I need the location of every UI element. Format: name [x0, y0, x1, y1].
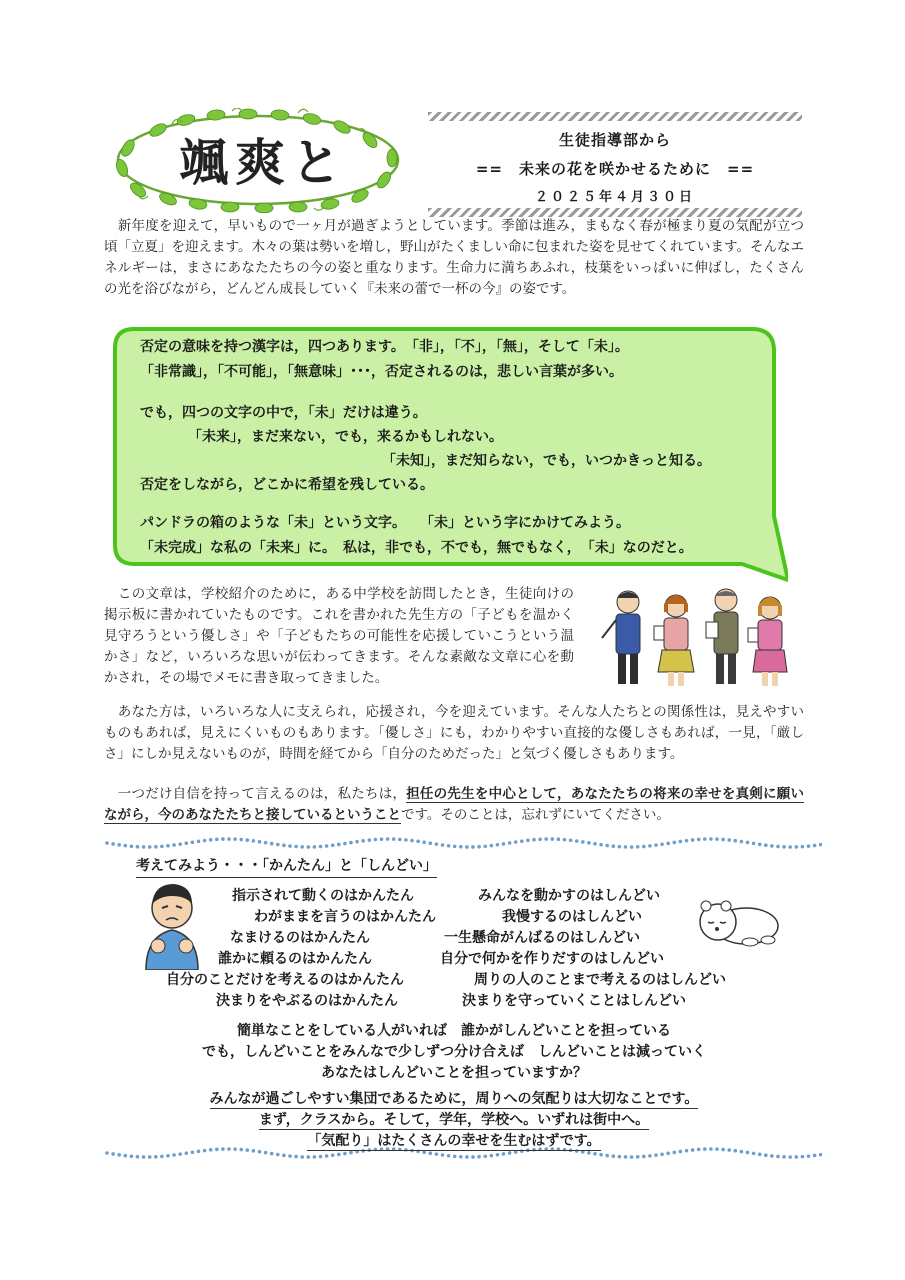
summary-line-3: あなたはしんどいことを担っていますか？ — [321, 1065, 587, 1081]
explanation-paragraph: この文章は，学校紹介のために，ある中学校を訪問したとき，生徒向けの掲示板に書かれていたものです。これを書かれた先生方の「子どもを温かく見守ろうという優しさ」や「子どもたちの可能性を応援していこうという温かさ」など，いろいろな思いが伝わってきます。そんな素敵な文章に心を動かされ，その場でメモに書き取ってきました。 — [104, 586, 574, 686]
hard-text: 一生懸命がんばるのはしんどい — [444, 930, 640, 946]
hard-text: 自分で何かを作りだすのはしんどい — [440, 951, 664, 967]
closing-text-1: みんなが過ごしやすい集団であるために，周りへの気配りは大切なことです。 — [209, 1091, 699, 1107]
bubble-line-1: 否定の意味を持つ漢字は，四つあります。 「非」，「不」，「無」，そして「未」。 — [140, 339, 629, 355]
bubble-line-6: 否定をしながら，どこかに希望を残している。 — [140, 477, 434, 493]
hard-text: みんなを動かすのはしんどい — [478, 888, 660, 904]
closing-text-2: まず，クラスから。そして，学年，学校へ。いずれは街中へ。 — [258, 1112, 650, 1128]
closing-line-2 — [104, 1109, 804, 1129]
message-emphasis: 担任の先生を中心として，あなたたちの将来の幸せを真剣に願いながら，今のあなたたちと接しているということ — [104, 786, 805, 823]
think-section-title: 考えてみよう・・・「かんたん」と「しんどい」 — [136, 855, 437, 878]
hard-text: 決まりを守っていくことはしんどい — [462, 993, 686, 1009]
support-paragraph — [104, 702, 804, 765]
hatch-divider-top — [428, 112, 802, 121]
speech-bubble — [112, 326, 788, 582]
message-post: です。そのことは，忘れずにいてください。 — [401, 807, 670, 823]
sleeping-bear-illustration — [690, 886, 782, 948]
bubble-line-5: 「未知」，まだ知らない，でも，いつかきっと知る。 — [382, 453, 711, 469]
hard-text: 周りの人のことまで考えるのはしんどい — [474, 972, 726, 988]
easy-text: 誰かに頼るのはかんたん — [218, 951, 372, 967]
easy-text: 自分のことだけを考えるのはかんたん — [166, 972, 404, 988]
easy-text: 決まりをやぶるのはかんたん — [216, 993, 398, 1009]
message-pre: 一つだけ自信を持って言えるのは，私たちは， — [104, 786, 407, 802]
worried-boy-illustration — [132, 880, 214, 970]
easy-text: 指示されて動くのはかんたん — [232, 888, 414, 904]
intro-paragraph: 新年度を迎えて，早いもので一ヶ月が過ぎようとしています。季節は進み，まもなく春が極まり夏の気配が立つ頃「立夏」を迎えます。木々の葉は勢いを増し，野山がたくましい命に包まれた姿を見せてくれています。そんなエネルギーは，まさにあなたたちの今の姿と重なります。生命力に満ちあふれ，枝葉をいっぱいに伸ばし，たくさんの光を浴びながら，どんどん成長していく『未来の蕾で一杯の今』の姿です。 — [104, 218, 804, 297]
bubble-line-2: 「非常識」，「不可能」，「無意味」･･･，否定されるのは，悲しい言葉が多い。 — [140, 364, 623, 380]
summary-line-2: でも，しんどいことをみんなで少しずつ分け合えば しんどいことは減っていく — [202, 1044, 706, 1060]
closing-line-1 — [104, 1088, 804, 1108]
hard-text: 我慢するのはしんどい — [502, 909, 642, 925]
easy-text: なまけるのはかんたん — [230, 930, 370, 946]
support-paragraph-text: あなた方は，いろいろな人に支えられ，応援され，今を迎えています。そんな人たちとの関係性は，見えやすいものもあれば，見えにくいものもあります。「優しさ」にも，わかりやすい直接的な優しさもあれば，一見，「厳しさ」にしか見えないものが，時間を経てから「自分のためだった」と気づく優しさもあります。 — [104, 704, 804, 762]
message-paragraph — [104, 784, 804, 826]
bubble-line-4: 「未来」，まだ来ない，でも，来るかもしれない。 — [188, 429, 503, 445]
summary-line-1: 簡単なことをしている人がいれば 誰かがしんどいことを担っている — [237, 1023, 671, 1039]
teachers-illustration — [598, 580, 798, 690]
newsletter-title: 颯爽と — [179, 133, 347, 192]
issue-date: ２０２５年４月３０日 — [534, 190, 695, 205]
dotted-wave-divider-top — [104, 836, 822, 850]
department-label: 生徒指導部から — [558, 131, 671, 149]
bubble-line-8: 「未完成」な私の「未来」に。 私は，非でも，不でも，無でもなく， 「未」なのだと。 — [140, 540, 693, 556]
closing-line-3 — [104, 1130, 804, 1150]
easy-text: わがままを言うのはかんたん — [254, 909, 436, 925]
bubble-line-7: パンドラの箱のような「未」という文字。 「未」という字にかけてみよう。 — [140, 515, 630, 531]
closing-text-3: 「気配り」はたくさんの幸せを生むはずです。 — [307, 1133, 601, 1149]
issue-subtitle: == 未来の花を咲かせるために == — [475, 160, 755, 178]
bubble-line-3: でも，四つの文字の中で，「未」だけは違う。 — [140, 405, 427, 421]
